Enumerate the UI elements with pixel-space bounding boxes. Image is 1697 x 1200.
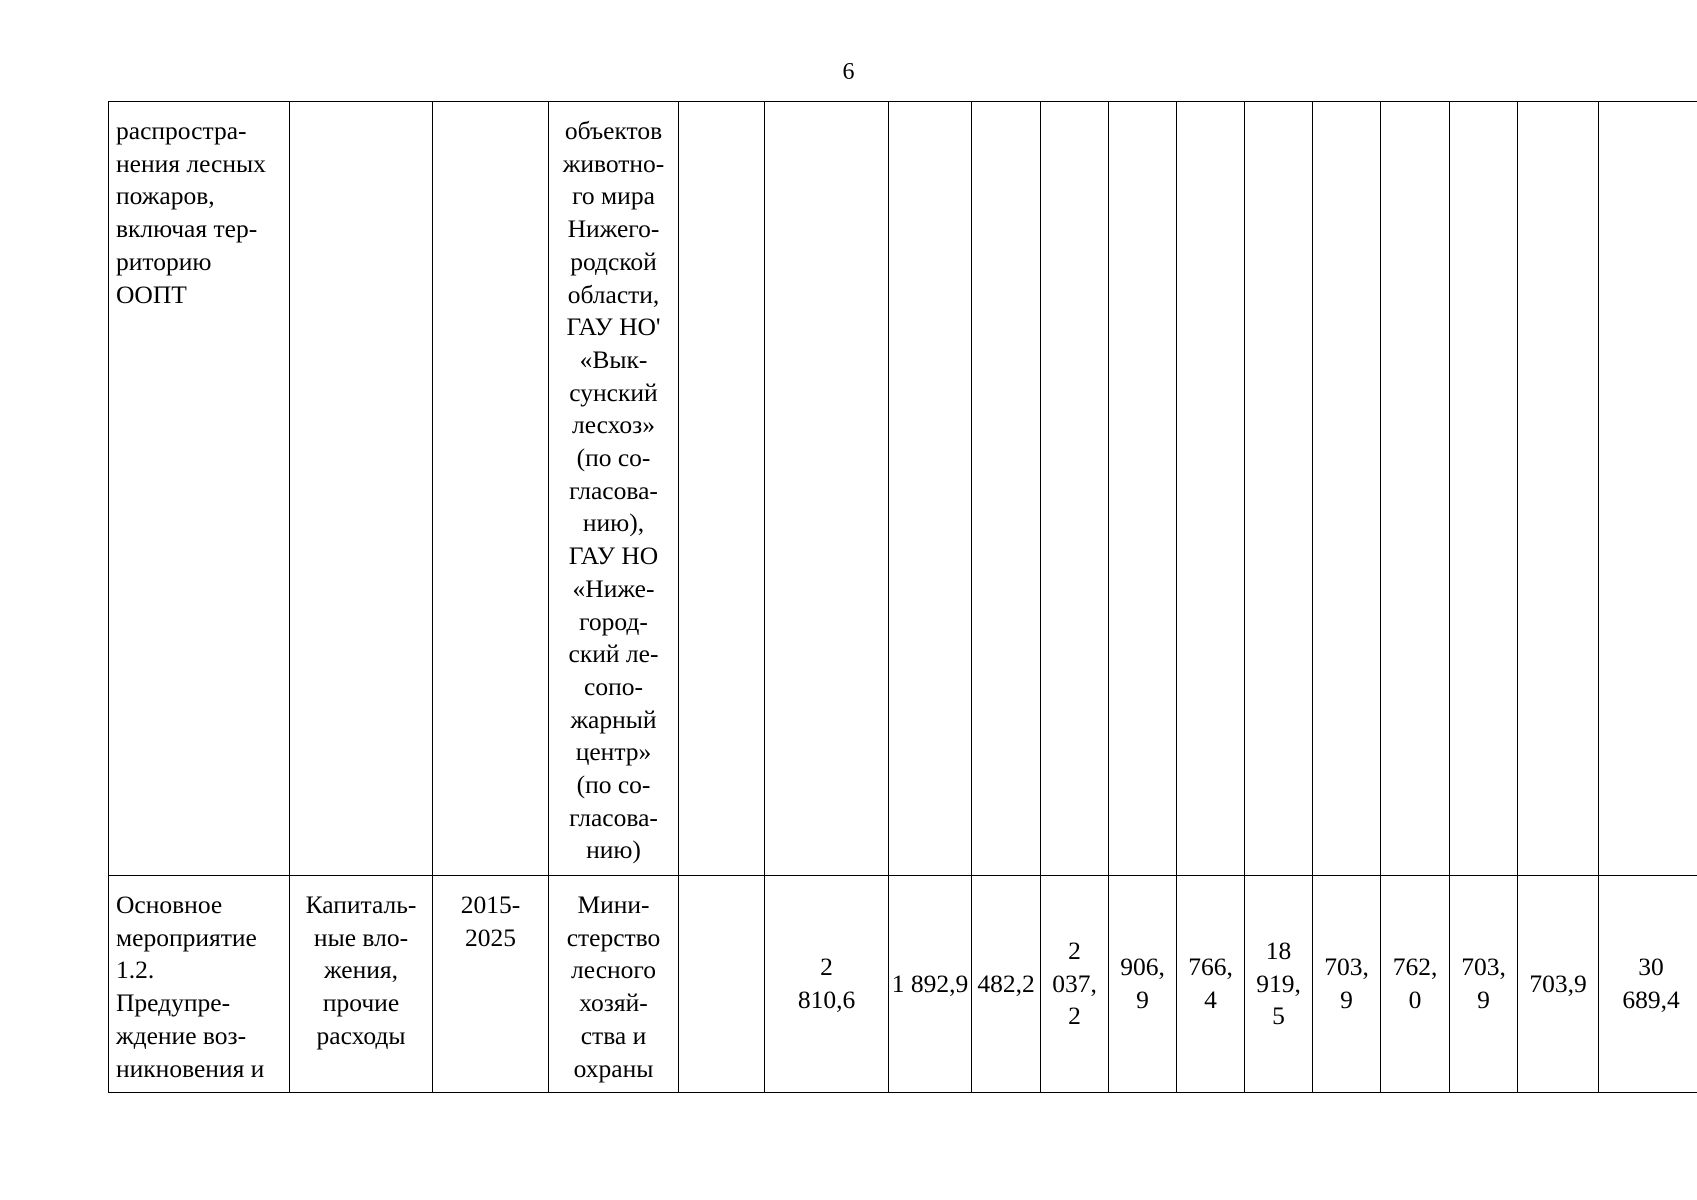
- period-cell: [433, 102, 549, 876]
- executor-cell: объектов животно- го мира Нижего- родской области, ГАУ НО' «Вык- сунский лесхоз» (по со- гласова- нию), ГАУ НО «Ниже- город- ский ле- сопо- жарный центр» (по со- гласова- нию): [549, 102, 679, 876]
- value-cell: [765, 102, 889, 876]
- activity-name-cell: Основное мероприятие 1.2. Предупре- ждение воз- никновения и: [109, 876, 290, 1093]
- value-cell: 762, 0: [1381, 876, 1450, 1093]
- value-cell: 482,2: [972, 876, 1041, 1093]
- value-cell: [889, 102, 972, 876]
- program-table: [108, 101, 1697, 1093]
- total-cell: 30 689,4: [1599, 876, 1697, 1093]
- value-cell: 906, 9: [1109, 876, 1177, 1093]
- total-cell: [1599, 102, 1697, 876]
- value-cell: [1381, 102, 1450, 876]
- empty-cell: [679, 876, 765, 1093]
- page-number: 6: [842, 59, 855, 85]
- value-cell: 703, 9: [1450, 876, 1518, 1093]
- value-cell: [1313, 102, 1381, 876]
- value-cell: 766, 4: [1177, 876, 1245, 1093]
- value-cell: 703, 9: [1313, 876, 1381, 1093]
- activity-name-cell: распростра- нения лесных пожаров, включая тер- риторию ООПТ: [109, 102, 290, 876]
- value-cell: [1109, 102, 1177, 876]
- value-cell: 1 892,9: [889, 876, 972, 1093]
- table-row: [109, 102, 1697, 876]
- value-cell: [1450, 102, 1518, 876]
- value-cell: 18 919, 5: [1245, 876, 1313, 1093]
- expense-type-cell: [290, 102, 433, 876]
- executor-cell: Мини- стерство лесного хозяй- ства и охраны: [549, 876, 679, 1093]
- value-cell: [972, 102, 1041, 876]
- value-cell: 703,9: [1518, 876, 1599, 1093]
- value-cell: [1245, 102, 1313, 876]
- period-cell: 2015- 2025: [433, 876, 549, 1093]
- table-row: [109, 876, 1697, 1093]
- value-cell: [1518, 102, 1599, 876]
- value-cell: [679, 102, 765, 876]
- value-cell: 2 037, 2: [1041, 876, 1109, 1093]
- value-cell: 2 810,6: [765, 876, 889, 1093]
- expense-type-cell: Капиталь- ные вло- жения, прочие расходы: [290, 876, 433, 1093]
- value-cell: [1041, 102, 1109, 876]
- value-cell: [1177, 102, 1245, 876]
